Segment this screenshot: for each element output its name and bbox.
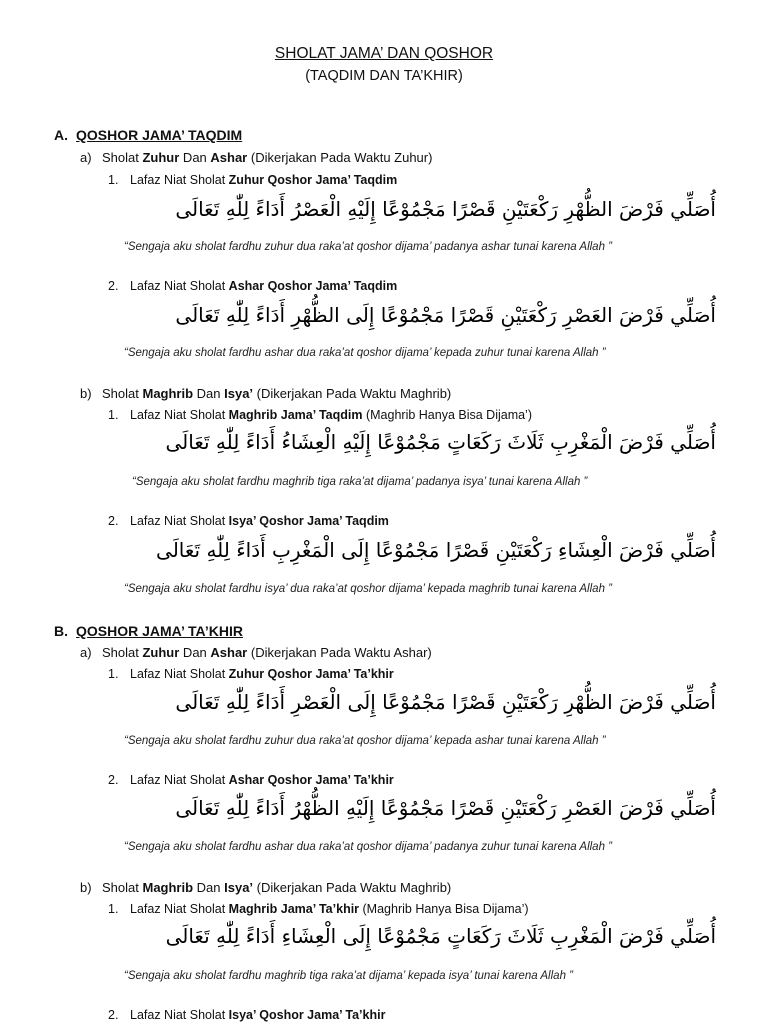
- subsection-a-zuhur-ashar: a) Sholat Zuhur Dan Ashar (Dikerjakan Pada Waktu Ashar): [80, 645, 432, 660]
- niat-item-label: 2. Lafaz Niat Sholat Isya’ Qoshor Jama’ Taqdim: [108, 514, 389, 528]
- section-letter: B.: [54, 623, 68, 639]
- niat-translation: “Sengaja aku sholat fardhu zuhur dua raka’at qoshor dijama’ kepada ashar tunai karena Allah ”: [124, 735, 606, 747]
- niat-translation: “Sengaja aku sholat fardhu maghrib tiga raka’at dijama’ kepada isya’ tunai karena Allah ”: [124, 970, 573, 982]
- arabic-niat-text: أُصَلِّي فَرْضَ الظُّهْرِ رَكْعَتَيْنِ قَصْرًا مَجْمُوْعًا إِلَى الْعَصْرِ أَدَاءً لِلّٰهِ تَعَالَى: [175, 690, 716, 714]
- niat-translation: “Sengaja aku sholat fardhu ashar dua raka’at qoshor dijama’ kepada zuhur tunai karena Allah ”: [124, 347, 606, 359]
- niat-translation: “Sengaja aku sholat fardhu isya’ dua raka’at qoshor dijama’ kepada maghrib tunai karena Allah ”: [124, 583, 612, 595]
- niat-item-label: 1. Lafaz Niat Sholat Zuhur Qoshor Jama’ Ta’khir: [108, 667, 394, 681]
- niat-translation: “Sengaja aku sholat fardhu zuhur dua raka’at qoshor dijama’ padanya ashar tunai karena Allah ”: [124, 241, 612, 253]
- niat-item-label: 2. Lafaz Niat Sholat Ashar Qoshor Jama’ Taqdim: [108, 279, 398, 293]
- niat-item-label: 1. Lafaz Niat Sholat Maghrib Jama’ Ta’khir (Maghrib Hanya Bisa Dijama’): [108, 902, 529, 916]
- arabic-niat-text: أُصَلِّي فَرْضَ العَصْرِ رَكْعَتَيْنِ قَصْرًا مَجْمُوْعًا إِلَى الظُّهْرِ أَدَاءً لِلّٰهِ تَعَالَى: [175, 303, 716, 327]
- niat-translation: “Sengaja aku sholat fardhu ashar dua raka’at qoshor dijama’ padanya zuhur tunai karena Allah ”: [124, 841, 612, 853]
- subsection-b-maghrib-isya: b) Sholat Maghrib Dan Isya’ (Dikerjakan Pada Waktu Maghrib): [80, 880, 452, 895]
- niat-item-label: 2. Lafaz Niat Sholat Isya’ Qoshor Jama’ Ta’khir: [108, 1008, 386, 1022]
- arabic-niat-text: أُصَلِّي فَرْضَ الْعِشَاءِ رَكْعَتَيْنِ قَصْرًا مَجْمُوْعًا إِلَى الْمَغْرِبِ أَدَاءً لِلّٰهِ تَعَالَى: [156, 538, 716, 562]
- arabic-niat-text: أُصَلِّي فَرْضَ الظُّهْرِ رَكْعَتَيْنِ قَصْرًا مَجْمُوْعًا إِلَيْهِ الْعَصْرُ أَدَاءً لِلّٰهِ تَعَالَى: [175, 197, 716, 221]
- section-letter: A.: [54, 127, 68, 143]
- section-b-heading: [54, 623, 243, 639]
- document-title: SHOLAT JAMA’ DAN QOSHOR: [274, 45, 494, 62]
- subsection-a-zuhur-ashar: a) Sholat Zuhur Dan Ashar (Dikerjakan Pada Waktu Zuhur): [80, 150, 433, 165]
- section-title: QOSHOR JAMA’ TA’KHIR: [76, 623, 243, 639]
- arabic-niat-text: أُصَلِّي فَرْضَ الْمَغْرِبِ ثَلَاثَ رَكَعَاتٍ مَجْمُوْعًا إِلَيْهِ الْعِشَاءُ أَدَاءً لِلّٰهِ تَعَالَى: [165, 430, 716, 454]
- subsection-b-maghrib-isya: b) Sholat Maghrib Dan Isya’ (Dikerjakan Pada Waktu Maghrib): [80, 386, 452, 401]
- arabic-niat-text: أُصَلِّي فَرْضَ الْمَغْرِبِ ثَلَاثَ رَكَعَاتٍ مَجْمُوْعًا إِلَى الْعِشَاءِ أَدَاءً لِلّٰهِ تَعَالَى: [165, 924, 716, 948]
- niat-item-label: 1. Lafaz Niat Sholat Maghrib Jama’ Taqdim (Maghrib Hanya Bisa Dijama’): [108, 408, 533, 422]
- section-a-heading: [54, 127, 242, 143]
- niat-item-label: 2. Lafaz Niat Sholat Ashar Qoshor Jama’ Ta’khir: [108, 773, 394, 787]
- document-subtitle: (TAQDIM DAN TA’KHIR): [305, 68, 463, 84]
- arabic-niat-text: أُصَلِّي فَرْضَ العَصْرِ رَكْعَتَيْنِ قَصْرًا مَجْمُوْعًا إِلَيْهِ الظُّهْرُ أَدَاءً لِلّٰهِ تَعَالَى: [175, 796, 716, 820]
- niat-item-label: 1. Lafaz Niat Sholat Zuhur Qoshor Jama’ Taqdim: [108, 173, 398, 187]
- section-title: QOSHOR JAMA’ TAQDIM: [76, 127, 243, 143]
- niat-translation: “Sengaja aku sholat fardhu maghrib tiga raka’at dijama’ padanya isya’ tunai karena Allah ”: [132, 476, 588, 488]
